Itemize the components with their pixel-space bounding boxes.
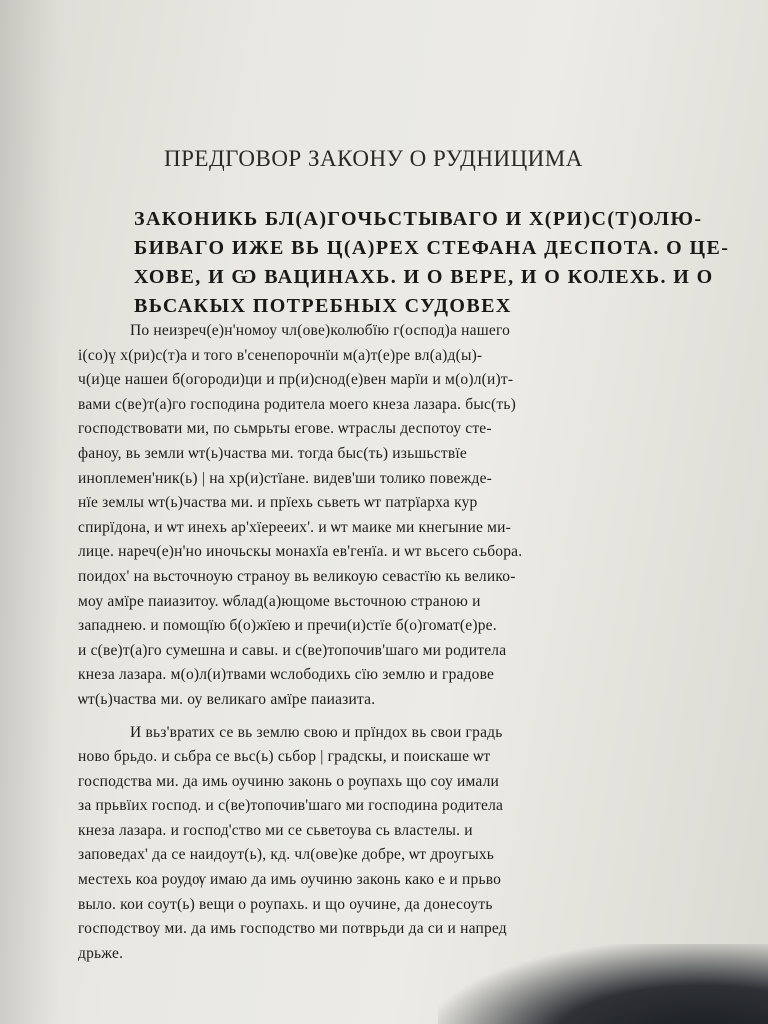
heading-line: ХОВЕ, И Ѡ ВАЦИНАХЬ. И О ВЕРЕ, И О КОЛЕХЬ. И О <box>134 266 714 288</box>
text-line: фаноу, вь земли ѡт(ь)частва ми. тогда быс(ть) изьшьствїе <box>78 444 467 462</box>
text-line: моу амїре паиазитоу. ѡблад(а)ющоме вьсточною страною и <box>78 592 481 610</box>
paragraph-2 <box>78 721 718 967</box>
camera-shadow <box>438 944 768 1024</box>
text-line: господствоу ми. да имь господство ми потврьди да си и напред <box>78 920 507 938</box>
text-line: спирїдона, и ѡт инехь ар'хїерееих'. и ѡт маике ми кнегыние ми- <box>78 518 512 536</box>
text-line: за прьвїих господ. и с(ве)топочив'шаго ми господина родитела <box>78 797 504 815</box>
page-title: ПРЕДГОВОР ЗАКОНУ О РУДНИЦИМА <box>164 146 583 171</box>
text-line: и с(ве)т(а)го сумешна и савы. и с(ве)топочив'шаго ми родитела <box>78 641 507 659</box>
text-line: дрьже. <box>78 944 124 962</box>
paragraph-1 <box>78 319 718 713</box>
text-line: ново брьдо. и сьбра се вьс(ь) сьбор | градскы, и поискаше ѡт <box>78 748 491 766</box>
heading-line: БИВАГО ИЖЕ ВЬ Ц(А)РЕХ СТЕФАНА ДЕСПОТА. О ЦЕ- <box>134 237 730 259</box>
page-spine-shadow <box>0 0 60 1024</box>
text-line: иноплемен'ник(ь) | на хр(и)стїане. видев'ши толико повежде- <box>78 469 493 487</box>
text-line: местехь коа роудѹ имаю да имь оучиню законь како е и прьво <box>78 871 502 889</box>
text-line: кнеза лазара. м(о)л(и)твами ѡслободихь сїю землю и градове <box>78 666 495 684</box>
text-line: нїе землы ѡт(ь)частва ми. и прїехь сьветь ѡт патрїарха кур <box>78 494 478 512</box>
text-line: і(со)ү х(ри)с(т)а и того в'сенепорочнїи м(а)т(е)ре вл(а)д(ы)- <box>78 346 483 364</box>
text-line: западнею. и помощїю б(о)жїею и пречи(и)стїе б(о)гомат(е)ре. <box>78 617 497 635</box>
text-line: вами с(ве)т(а)го господина родитела моего кнеза лазара. быс(ть) <box>78 395 516 413</box>
text-line: И вьз'вратих се вь землю свою и прїндох вь свои градь <box>130 723 503 741</box>
text-line: кнеза лазара. и господ'ство ми се сьветоува сь властелы. и <box>78 821 473 839</box>
text-line: ч(и)це нашеи б(огороди)ци и пр(и)снод(е)вен марїи и м(о)л(и)т- <box>78 371 514 389</box>
text-line: господства ми. да имь оучиню законь о роупахь що соу имали <box>78 772 500 790</box>
text-line: господствовати ми, по сьмрьты егове. ѡтраслы деспотоу сте- <box>78 420 492 438</box>
text-line: выло. кои соут(ь) вещи о роупахь. и що оучине, да донесоуть <box>78 895 493 913</box>
text-line: ѡт(ь)частва ми. оу великаго амїре паиазита. <box>78 690 376 708</box>
heading-line: ЗАКОНИКЬ БЛ(А)ГОЧЬСТЫВАГО И Х(РИ)С(Т)ОЛЮ- <box>134 208 703 230</box>
statute-heading <box>134 205 730 321</box>
body-text <box>78 319 718 966</box>
heading-line: ВЬСАКЫХ ПОТРЕБНЫХ СУДОВЕХ <box>134 295 512 317</box>
paragraph-gap <box>78 713 718 721</box>
text-line: лице. нареч(е)н'но иночьскы монахїа ев'генїа. и ѡт вьсего сьбора. <box>78 543 523 561</box>
text-line: По неизреч(е)н'номоу чл(ове)колюбїю г(оспод)а нашего <box>130 322 511 339</box>
text-line: заповедах' да се наидоут(ь), кд. чл(ове)ке добре, ѡт дроугыхь <box>78 846 495 864</box>
text-line: поидох' на вьсточноую страноу вь великоую севастїю кь велико- <box>78 567 516 585</box>
